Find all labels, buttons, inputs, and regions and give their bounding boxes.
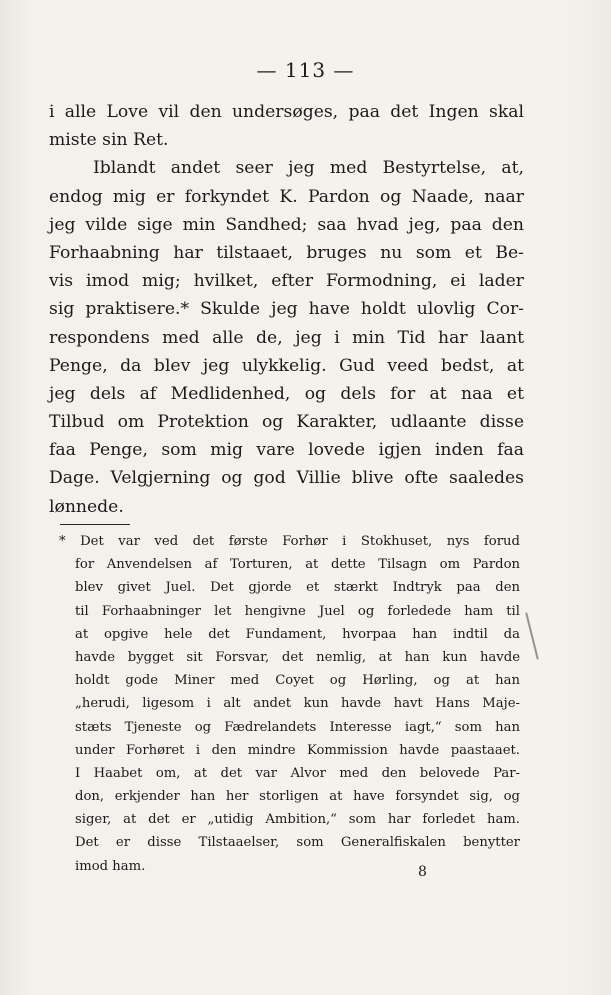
footnote-line: for Anvendelsen af Torturen, at dette Tilsagn om Pardon	[75, 557, 520, 573]
footnote-line: blev givet Juel. Det gjorde et stærkt Indtryk paa den	[75, 580, 520, 596]
footnote-line: * Det var ved det første Forhør i Stokhuset, nys forud	[59, 534, 520, 549]
text-line: Dage. Velgjerning og god Villie blive ofte saaledes	[49, 468, 524, 489]
text-line: endog mig er forkyndet K. Pardon og Naade, naar	[49, 186, 524, 207]
footnote-line: holdt gode Miner med Coyet og Hørling, og at han	[75, 673, 520, 689]
footnote-line: imod ham.	[75, 858, 146, 874]
text-line: vis imod mig; hvilket, efter Formodning, ei lader	[49, 271, 524, 292]
text-line: sig praktisere.* Skulde jeg have holdt ulovlig Cor-	[49, 299, 524, 320]
page-number: — 113 —	[256, 58, 355, 82]
footnote-line: Det er disse Tilstaaelser, som Generalfiskalen benytter	[75, 835, 520, 851]
main-text	[49, 98, 524, 521]
footnote-rule	[60, 524, 130, 525]
footnote-line: havde bygget sit Forsvar, det nemlig, at han kun havde	[75, 649, 520, 665]
text-line: Forhaabning har tilstaaet, bruges nu som et Be-	[49, 242, 524, 263]
signature-mark: 8	[418, 864, 427, 880]
text-line: lønnede.	[49, 496, 124, 517]
text-line: faa Penge, som mig vare lovede igjen inden faa	[49, 440, 524, 461]
footnote-line: stæts Tjeneste og Fædrelandets Interesse iagt,“ som han	[75, 719, 520, 735]
footnote-line: at opgive hele det Fundament, hvorpaa han indtil da	[75, 626, 520, 642]
text-line: respondens med alle de, jeg i min Tid har laant	[49, 327, 524, 348]
text-line: jeg vilde sige min Sandhed; saa hvad jeg, paa den	[49, 214, 524, 235]
text-line: Penge, da blev jeg ulykkelig. Gud veed bedst, at	[49, 355, 524, 376]
footnote-line: under Forhøret i den mindre Kommission havde paastaaet.	[75, 742, 520, 758]
footnote	[59, 530, 520, 878]
footnote-line: „herudi, ligesom i alt andet kun havde havt Hans Maje-	[75, 696, 520, 712]
footnote-line: I Haabet om, at det var Alvor med den belovede Par-	[75, 765, 520, 781]
footnote-line: siger, at det er „utidig Ambition,“ som har forledet ham.	[75, 812, 520, 828]
text-line: i alle Love vil den undersøges, paa det Ingen skal	[49, 102, 524, 122]
text-line: jeg dels af Medlidenhed, og dels for at naa et	[49, 383, 524, 404]
text-line: miste sin Ret.	[49, 130, 169, 151]
footnote-line: til Forhaabninger let hengivne Juel og forledede ham til	[75, 603, 520, 619]
margin-pencil-mark	[525, 612, 539, 659]
text-line: Tilbud om Protektion og Karakter, udlaante disse	[49, 412, 524, 433]
text-line: Iblandt andet seer jeg med Bestyrtelse, at,	[93, 158, 524, 179]
footnote-line: don, erkjender han her storligen at have forsyndet sig, og	[75, 789, 520, 805]
